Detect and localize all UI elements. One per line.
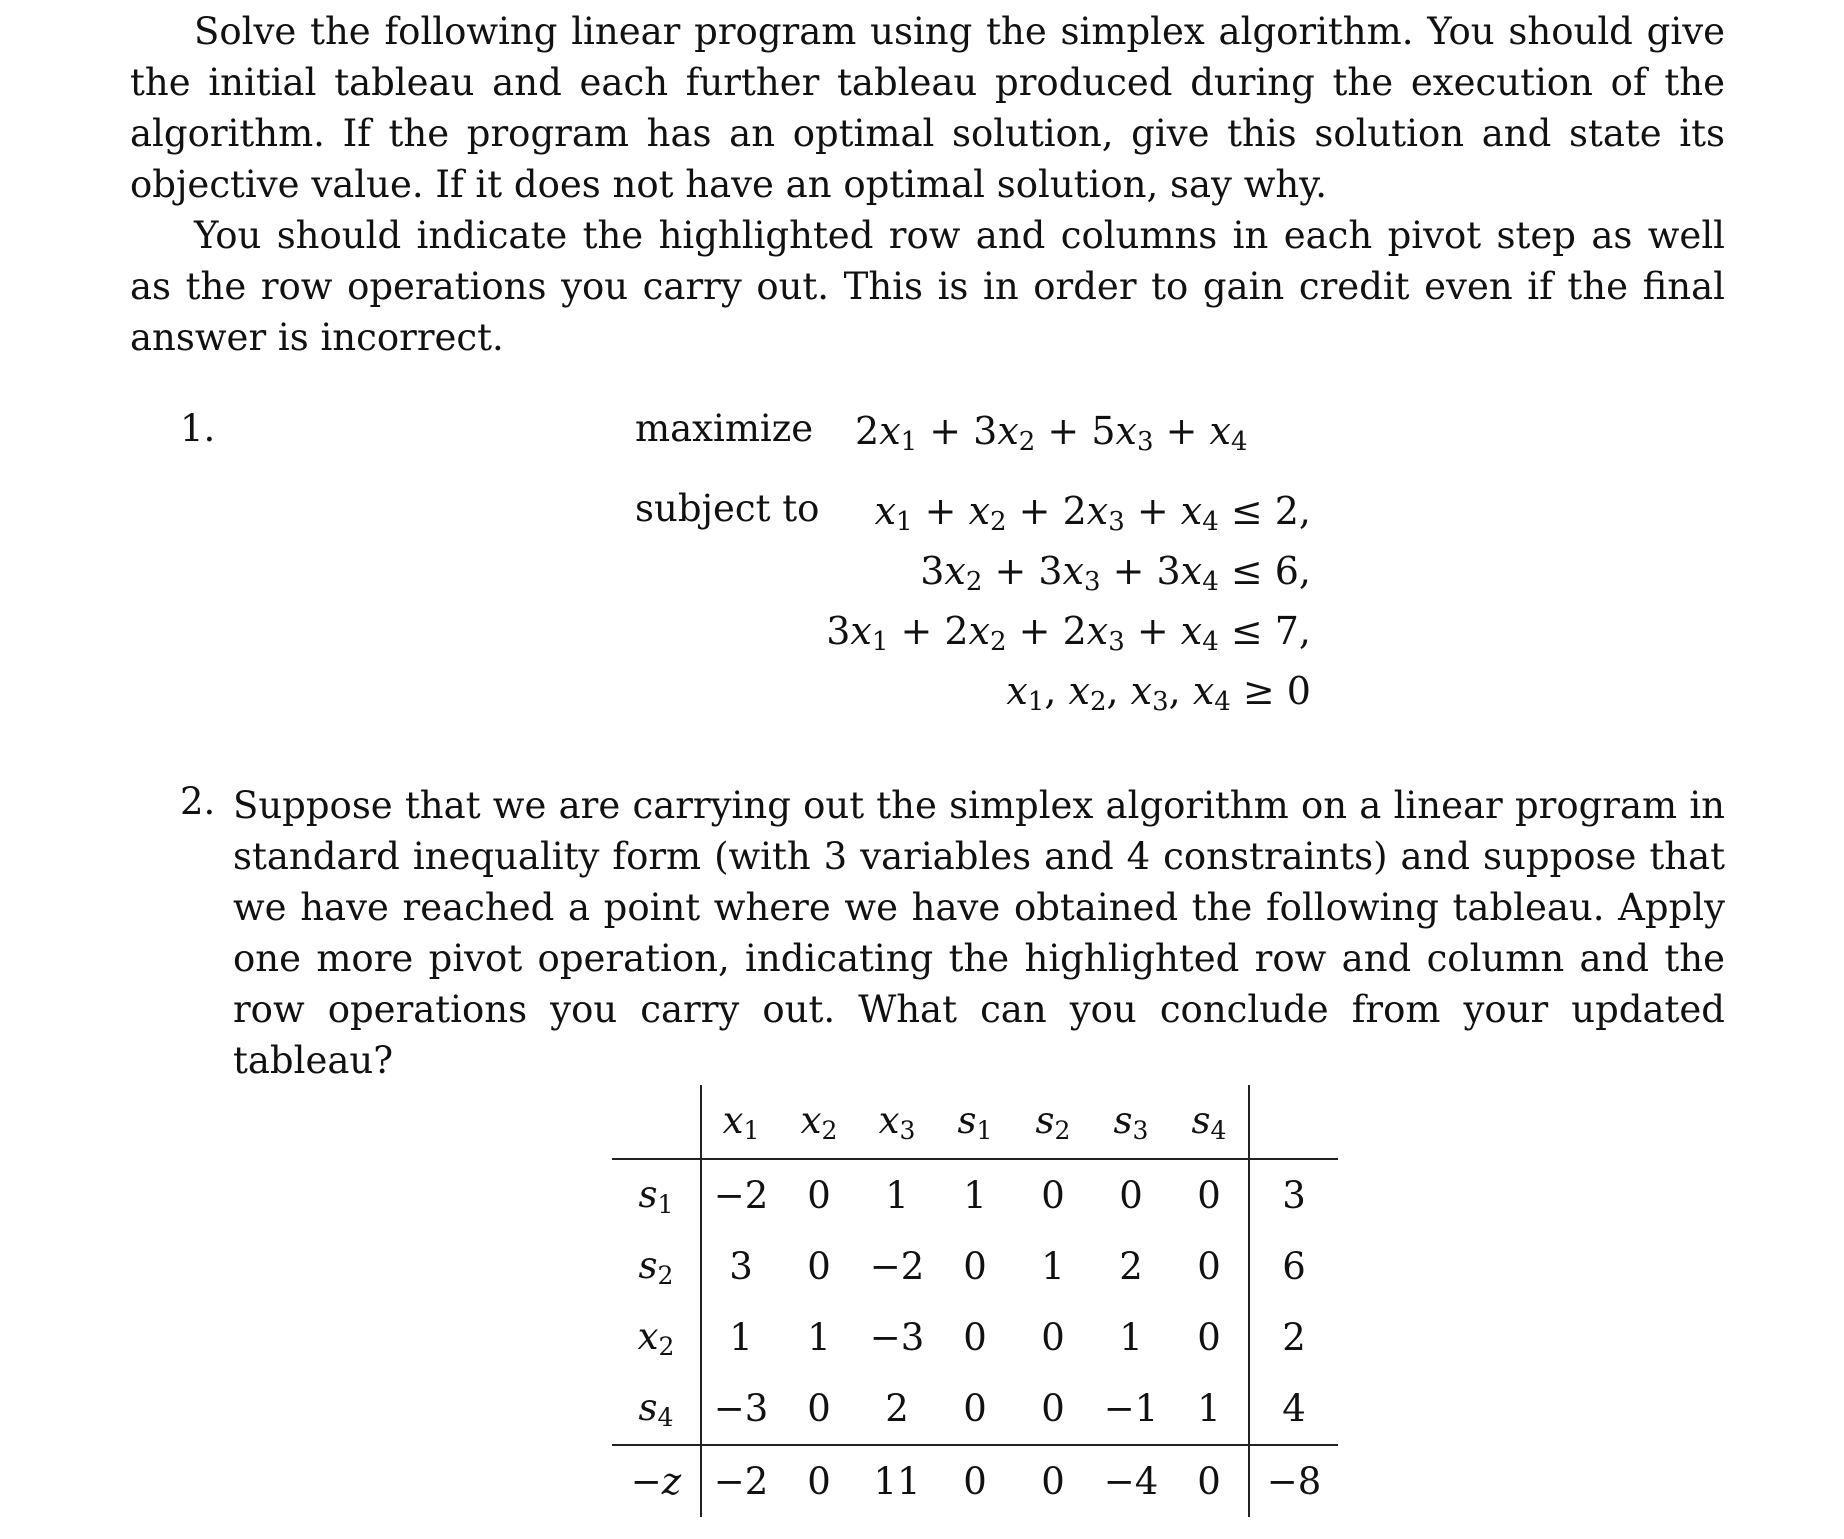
table-cell: 3 [701,1231,780,1302]
column-header: $s_1$ [936,1085,1014,1159]
table-cell: 1 [885,1174,909,1217]
table-cell: 1 [1041,1245,1065,1288]
column-header: $s_3$ [1092,1085,1170,1159]
column-header: $s_2$ [1014,1085,1092,1159]
table-cell: 0 [963,1245,987,1288]
table-cell: −1 [1092,1373,1170,1445]
nonnegativity-constraint: $x_1$, $x_2$, $x_3$, $x_4 \ge 0$ [1006,669,1311,717]
subject-to-label: subject to [635,487,820,530]
column-header: $x_1$ [701,1085,780,1159]
intro-paragraph-1: Solve the following linear program using the simplex algorithm. You should give the initial tableau and each further tableau produced during the execution of the algorithm. If the program has an optimal solution, give this solution and state its objective value. If it does not have an optimal solution, say why. [130,10,1725,206]
intro-paragraph-2: You should indicate the highlighted row and columns in each pivot step as well as the row operations you carry out. This is in order to gain credit even if the final answer is incorrect. [130,214,1725,359]
column-header: $x_3$ [858,1085,936,1159]
rhs-cell: 2 [1249,1302,1338,1373]
table-cell: 2 [858,1373,936,1445]
corner-cell [612,1085,701,1159]
rhs-cell: 6 [1249,1231,1338,1302]
table-cell: 0 [1197,1245,1221,1288]
table-cell: 0 [1041,1316,1065,1359]
table-cell: 0 [807,1460,831,1503]
table-cell: 11 [873,1460,921,1503]
table-cell: 0 [807,1174,831,1217]
table-cell: 0 [963,1460,987,1503]
table-cell: −3 [869,1316,925,1359]
table-cell: 0 [1041,1174,1065,1217]
table-cell: 0 [936,1373,1014,1445]
column-header: $x_2$ [780,1085,858,1159]
row-label: $s_1$ [638,1172,674,1219]
table-cell: 0 [1197,1460,1221,1503]
table-cell: −4 [1103,1460,1159,1503]
table-row [612,1231,1338,1302]
table-cell: 0 [780,1373,858,1445]
table-row [612,1373,1338,1445]
table-cell: 1 [701,1302,780,1373]
problem-2-text: Suppose that we are carrying out the simplex algorithm on a linear program in standard inequality form (with 3 variables and 4 constraints) and suppose that we have reached a point where we have obtained the following tableau. Apply one more pivot operation, indicating the highlighted row and column and the row operations you carry out. What can you conclude from your updated tableau? [233,784,1725,1082]
table-cell: 0 [807,1245,831,1288]
simplex-tableau [612,1085,1338,1517]
objective-function: $2x_1 + 3x_2 + 5x_3 + x_4$ [855,409,1248,457]
problem-2-number: 2. [180,780,216,823]
maximize-label: maximize [635,407,814,450]
rhs-cell: 4 [1249,1373,1338,1445]
table-cell: 0 [963,1316,987,1359]
constraint-2: $3x_2 + 3x_3 + 3x_4 \le 6$, [920,549,1311,597]
table-cell: 1 [807,1316,831,1359]
rhs-header [1249,1085,1338,1159]
table-cell: −3 [701,1373,780,1445]
table-cell: 1 [1170,1373,1249,1445]
table-cell: −2 [701,1445,780,1517]
objective-row [612,1445,1338,1517]
rhs-cell: 3 [1249,1159,1338,1231]
table-cell: 1 [963,1174,987,1217]
table-row [612,1302,1338,1373]
row-label: $s_4$ [612,1373,701,1445]
row-label: $s_2$ [638,1243,674,1290]
table-cell: −2 [869,1245,925,1288]
table-cell: 0 [1041,1460,1065,1503]
constraint-1: $x_1 + x_2 + 2x_3 + x_4 \le 2$, [874,489,1311,537]
table-cell: 1 [1119,1316,1143,1359]
table-cell: −2 [701,1159,780,1231]
table-cell: 0 [1197,1316,1221,1359]
problem-1-number: 1. [180,407,216,450]
table-cell: 0 [1119,1174,1143,1217]
constraint-3: $3x_1 + 2x_2 + 2x_3 + x_4 \le 7$, [826,609,1311,657]
tableau-header-row [612,1085,1338,1159]
table-cell: 0 [1014,1373,1092,1445]
table-row [612,1159,1338,1231]
row-label: −z [630,1460,682,1503]
table-cell: 0 [1197,1174,1221,1217]
rhs-cell: −8 [1249,1445,1338,1517]
table-cell: 2 [1119,1245,1143,1288]
column-header: $s_4$ [1170,1085,1249,1159]
row-label: $x_2$ [637,1314,675,1361]
